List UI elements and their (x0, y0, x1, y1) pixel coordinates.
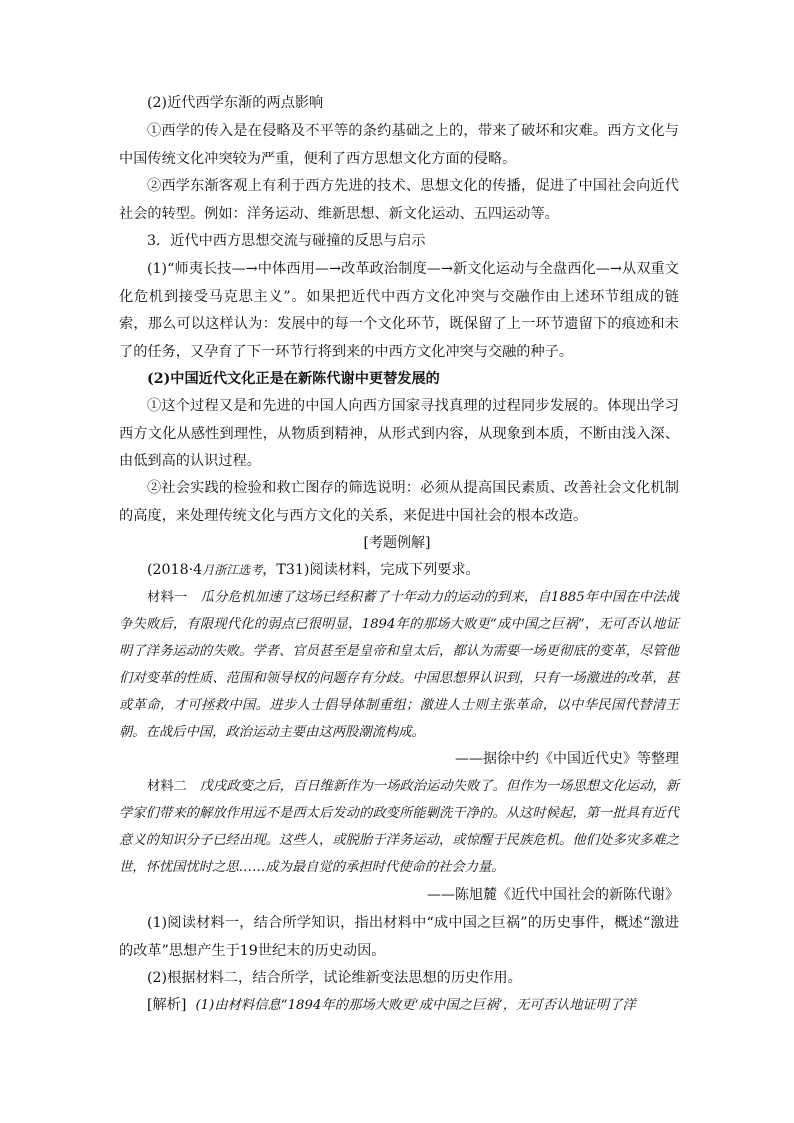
analysis-text: (1)由材料信息“1894年的那场大败更‘成中国之巨祸’，无可否认地证明了洋 (195, 998, 636, 1013)
material-2 (119, 773, 679, 881)
question-instruction: ，T31)阅读材料，完成下列要求。 (262, 562, 480, 578)
question-year: (2018·4 (147, 562, 203, 578)
material-1-label: 材料一 (147, 590, 188, 605)
section-2-paragraph-1: ①西学的传入是在侵略及不平等的条约基础之上的，带来了破坏和灾难。西方文化与中国传统文化冲突较为严重，便利了西方思想文化方面的侵略。 (119, 123, 679, 167)
section-3-title: 3．近代中西方思想交流与碰撞的反思与启示 (147, 233, 426, 249)
question-2: (2)根据材料二，结合所学，试论维新变法思想的历史作用。 (147, 970, 522, 986)
analysis-label: [解析] (147, 997, 187, 1013)
material-2-label: 材料二 (147, 779, 187, 794)
question-1: (1)阅读材料一，结合所学知识，指出材料中“成中国之巨祸”的历史事件，概述“激进的改革”思想产生于19世纪末的历史动因。 (119, 915, 679, 959)
section-2-title: (2)近代西学东渐的两点影响 (147, 95, 324, 111)
analysis (119, 992, 679, 1020)
material-2-source: ——陈旭麓《近代中国社会的新陈代谢》 (427, 887, 679, 903)
section-3-paragraph-3: ②社会实践的检验和救亡图存的筛选说明：必须从提高国民素质、改善社会文化机制的高度，来处理传统文化与西方文化的关系，来促进中国社会的根本改造。 (119, 480, 679, 524)
material-1-source: ——据徐中约《中国近代史》等整理 (455, 751, 679, 767)
material-1 (119, 584, 679, 746)
material-1-text: 瓜分危机加速了这场已经积蓄了十年动力的运动的到来，自1885年中国在中法战争失败后，有限现代化的弱点已很明显，1894年的那场大败更“成中国之巨祸”，无可否认地证明了洋务运动的失败。学者、官员甚至是皇帝和皇太后，都认为需要一场更彻底的变革，尽管他们对变革的性质、范围和领导权的问题存有分歧。中国思想界认识到，只有一场激进的改革，甚或革命，才可拯救中国。进步人士倡导体制重组；激进人士则主张革命，以中华民国代替清王朝。在战后中国，政治运动主要由这两股潮流构成。 (119, 590, 679, 740)
question-exam: 月浙江选考 (202, 563, 263, 577)
material-2-text: 戊戌政变之后，百日维新作为一场政治运动失败了。但作为一场思想文化运动，新学家们带来的解放作用远不是西太后发动的政变所能剿洗干净的。从这时候起，第一批具有近代意义的知识分子已经出现。这些人，或脱胎于洋务运动，或惊醒于民族危机。他们处多灾多难之世，怀忧国忧时之思……成为最自觉的承担时代使命的社会力量。 (119, 779, 680, 875)
example-heading: [考题例解] (363, 535, 431, 551)
section-3-paragraph-2: ①这个过程又是和先进的中国人向西方国家寻找真理的过程同步发展的。体现出学习西方文化从感性到理性，从物质到精神，从形式到内容，从现象到本质，不断由浅入深、由低到高的认识过程。 (119, 398, 679, 469)
question-source (119, 557, 679, 585)
section-2-paragraph-2: ②西学东渐客观上有利于西方先进的技术、思想文化的传播，促进了中国社会向近代社会的转型。例如：洋务运动、维新思想、新文化运动、五四运动等。 (119, 178, 679, 222)
section-3-subtitle: (2)中国近代文化正是在新陈代谢中更替发展的 (147, 371, 440, 387)
section-3-paragraph-1: (1)“师夷长技—→中体西用—→改革政治制度—→新文化运动与全盘西化—→从双重文化危机到接受马克思主义”。如果把近代中西方文化冲突与交融作由上述环节组成的链索，那么可以这样认为：发展中的每一个文化环节，既保留了上一环节遗留下的痕迹和未了的任务，又孕育了下一环节行将到来的中西方文化冲突与交融的种子。 (119, 261, 679, 360)
